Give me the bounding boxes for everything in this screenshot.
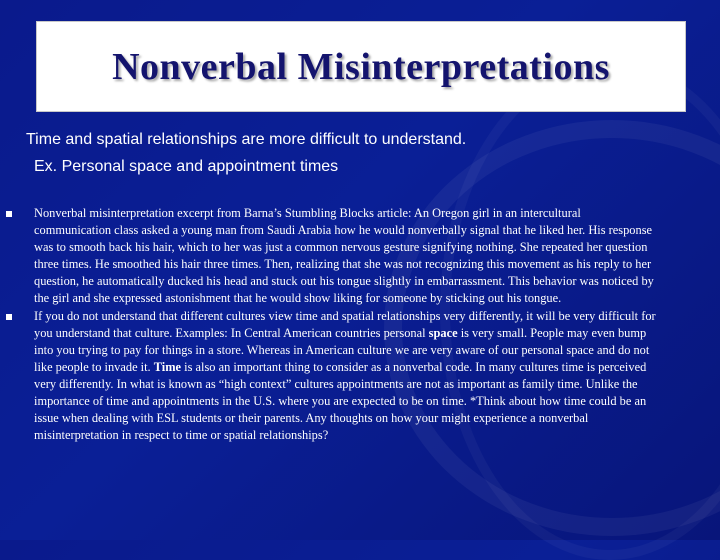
bullet-text [34,308,660,445]
square-bullet-icon [6,211,12,217]
subtitle-line-1: Time and spatial relationships are more difficult to understand. [26,131,467,148]
bullet-text: Nonverbal misinterpretation excerpt from Barna’s Stumbling Blocks article: An Oregon girl in an intercultural communication class asked a young man from Saudi Arabia how he would nonverbally signal that he liked her. His response was to smooth back his hair, which to her was just a common nervous gesture signifying nothing. She repeated her question three times. He smoothed his hair three times. Then, realizing that she was not recognizing this movement as his reply to her question, he automatically ducked his head and stuck out his tongue slightly in embarrassment. This behavior was noticed by the girl and she expressed astonishment that he would show liking for someone by sticking out his tongue. [34,206,654,306]
bullet-item-time-space [6,308,660,445]
bold-term-space: space [428,325,458,340]
bold-term-time: Time [153,359,182,374]
bullet-item-barna-excerpt [6,205,660,308]
bullet-text-part: is also an important thing to consider as a nonverbal code. In many cultures time is perceived very differently. In what is known as “high context” cultures appointments are not as important as family time. Unlike the importance of time and appointments in the U.S. where you are expected to be on time. *Think about how time could be an issue when dealing with ESL students or their parents. Any thoughts on how your might experience a nonverbal misinterpretation in respect to time or spatial relationships? [34,359,647,443]
bullet-text-part: If you do not understand that different cultures view time and spatial relationships very differently, it will be very difficult for you understand that culture. Examples: In Central American countries personal [34,308,656,340]
bullet-text-part: is very small. People may even bump into you trying to pay for things in a store. Whereas in American culture we are very aware of our personal space and do not like people to invade it. [34,325,650,374]
slide-title: Nonverbal Misinterpretations [112,45,610,88]
title-box [36,21,686,112]
square-bullet-icon [6,314,12,320]
subtitle-line-2: Ex. Personal space and appointment times [34,158,339,175]
bullet-list [6,205,660,444]
